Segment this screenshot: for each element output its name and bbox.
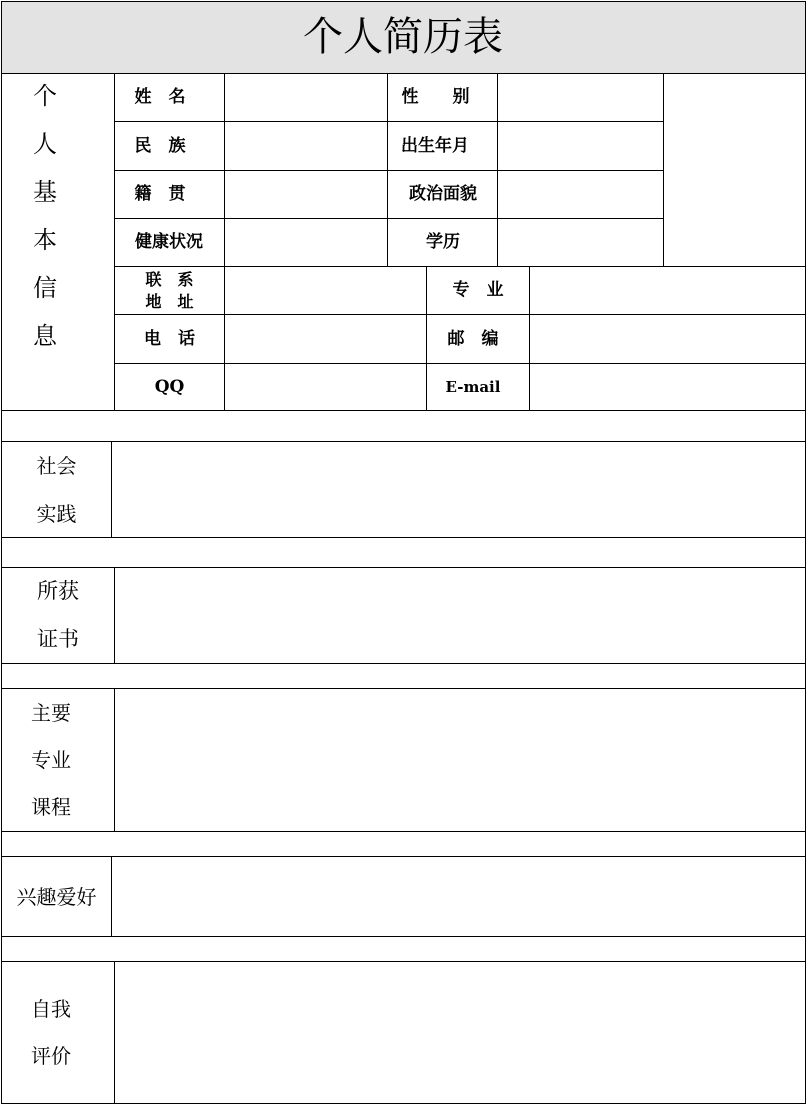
- native-place-field[interactable]: [225, 171, 387, 218]
- education-label: 学历: [426, 232, 460, 252]
- self-evaluation-label-line: 自我: [31, 997, 71, 1021]
- section-char: 人: [33, 130, 57, 158]
- ethnicity-label: 民 族: [134, 135, 186, 156]
- ethnicity-field[interactable]: [225, 122, 387, 170]
- basic-info-section-label: [1, 74, 89, 410]
- major-label: 专 业: [452, 280, 504, 300]
- courses-label: [2, 689, 100, 831]
- health-field[interactable]: [225, 219, 387, 266]
- native-place-label: 籍 贯: [134, 184, 186, 204]
- phone-field[interactable]: [225, 315, 426, 363]
- border-right: [805, 1, 806, 1104]
- qq-label: QQ: [154, 376, 185, 397]
- courses-label-line: 主要: [31, 701, 71, 725]
- birth-label: 出生年月: [401, 135, 469, 156]
- political-status-field[interactable]: [498, 171, 663, 218]
- hobbies-label: 兴趣爱好: [16, 884, 97, 909]
- health-label: 健康状况: [135, 232, 203, 252]
- rule: [1, 663, 806, 664]
- phone-label: 电 话: [144, 328, 195, 349]
- certificates-label-line: 证书: [37, 627, 79, 651]
- rule: [1, 537, 806, 538]
- certificates-field[interactable]: [115, 568, 805, 663]
- section-char: 本: [33, 226, 57, 254]
- rule: [1, 410, 806, 411]
- major-field[interactable]: [530, 267, 805, 314]
- courses-label-line: 专业: [31, 748, 71, 772]
- political-status-label: 政治面貌: [409, 184, 477, 204]
- postcode-label: 邮 编: [447, 328, 499, 349]
- section-char: 个: [33, 82, 57, 110]
- section-char: 基: [33, 178, 57, 206]
- self-evaluation-field[interactable]: [115, 962, 805, 1103]
- postcode-field[interactable]: [530, 315, 805, 363]
- border-bottom: [1, 1103, 806, 1104]
- gender-label: 性 别: [401, 87, 470, 107]
- address-field[interactable]: [225, 267, 426, 314]
- photo-area[interactable]: [664, 74, 805, 266]
- email-field[interactable]: [530, 364, 805, 410]
- self-evaluation-label-line: 评价: [31, 1044, 71, 1068]
- social-practice-label-line: 实践: [36, 501, 77, 526]
- courses-field[interactable]: [115, 689, 805, 831]
- certificates-label-line: 所获: [37, 579, 79, 603]
- address-label: [115, 267, 224, 314]
- gender-field[interactable]: [498, 74, 663, 121]
- section-char: 息: [33, 322, 57, 350]
- address-label-line1: 联 系: [145, 269, 194, 289]
- name-field[interactable]: [225, 74, 387, 121]
- qq-field[interactable]: [225, 364, 426, 410]
- section-char: 信: [33, 274, 57, 302]
- social-practice-field[interactable]: [112, 442, 805, 537]
- birth-field[interactable]: [498, 122, 663, 170]
- courses-label-line: 课程: [31, 795, 71, 819]
- rule: [1, 936, 806, 937]
- hobbies-field[interactable]: [112, 857, 805, 936]
- address-label-line2: 地 址: [145, 291, 194, 311]
- page-title: 个人简历表: [303, 14, 503, 60]
- social-practice-label: [2, 442, 111, 537]
- border-top: [1, 1, 806, 2]
- certificates-label: [2, 568, 114, 663]
- name-label: 姓 名: [134, 87, 186, 107]
- rule: [1, 831, 806, 832]
- social-practice-label-line: 社会: [36, 453, 77, 478]
- education-field[interactable]: [498, 219, 663, 266]
- email-label: E-mail: [445, 377, 501, 396]
- self-evaluation-label: [2, 962, 100, 1103]
